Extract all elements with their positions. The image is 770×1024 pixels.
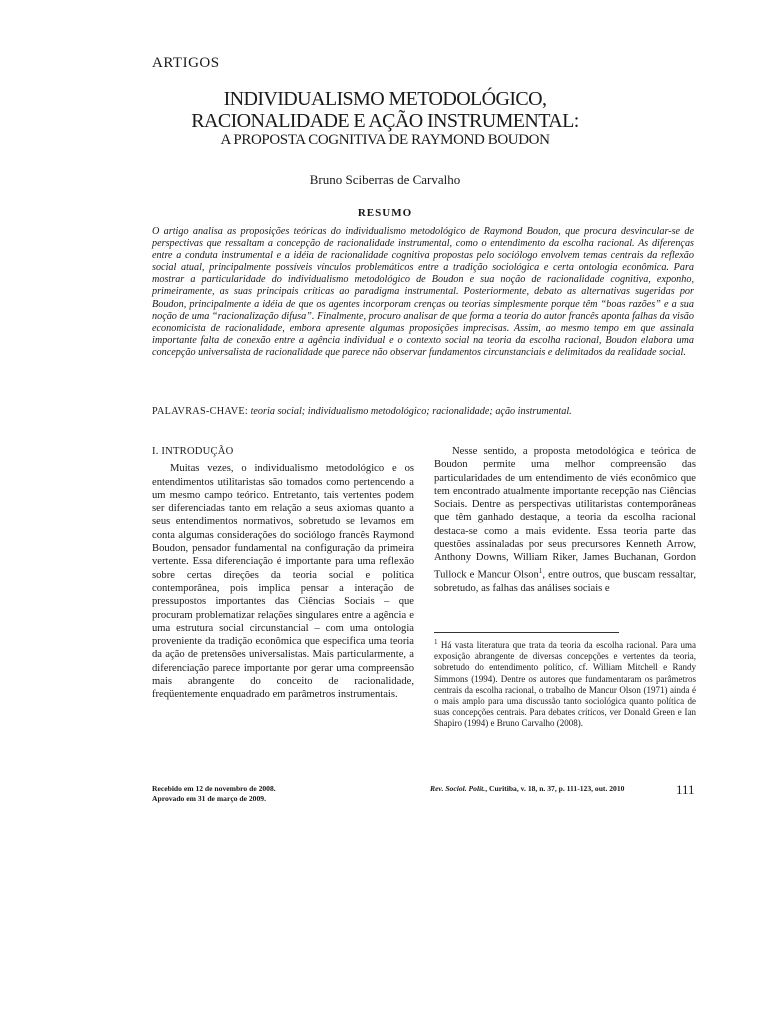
section-label: ARTIGOS: [152, 55, 220, 71]
section-heading-introduction: I. INTRODUÇÃO: [152, 446, 234, 457]
keywords-label: PALAVRAS-CHAVE:: [152, 406, 249, 417]
footnote: [434, 637, 696, 730]
footnote-reference[interactable]: 1: [538, 566, 543, 575]
author-name: Bruno Sciberras de Carvalho: [309, 172, 461, 187]
received-date: Recebido em 12 de novembro de 2008.: [152, 784, 276, 793]
citation-details: , Curitiba, v. 18, n. 37, p. 111-123, out. 2010: [485, 784, 625, 793]
abstract-heading: RESUMO: [357, 207, 413, 219]
footnote-divider: [434, 632, 619, 633]
abstract-text: O artigo analisa as proposições teóricas do individualismo metodológico de Raymond Boudon, que procura desvincular-se de perspectivas que ressaltam a concepção de racionalidade instrumental, como o entendimento da escolha racional. As diferenças entre a conduta instrumental e a idéia de racionalidade cognitiva propostas pelo sociólogo envolvem temas centrais da reflexão social atual, principalmente possíveis vínculos problemáticos entre a tradição sociológica e certa ontologia econômica. Para mostrar a particularidade do individualismo metodológico de Boudon e sua noção de racionalidade cognitiva, exponho, primeiramente, as suas principais críticas ao paradigma instrumental. Posteriormente, debato as alternativas sugeridas por Boudon, principalmente a idéia de que os agentes incorporam crenças ou teorias simplesmente porque têm “boas razões” e a sua noção de uma “racionalização difusa”. Finalmente, procuro analisar de que forma a teoria do autor francês aponta falhas da visão economicista de racionalidade, embora apresente algumas proposições imprecisas. Assim, ao mesmo tempo em que assinala importante falta de conexão entre a agência individual e o contexto social na teoria da escolha racional, Boudon elabora uma concepção universalista de racionalidade que parece não observar fundamentos circunstanciais e delimitados da realidade social.: [152, 226, 694, 358]
article-subtitle: A PROPOSTA COGNITIVA DE RAYMOND BOUDON: [220, 132, 550, 148]
submission-dates: [152, 784, 276, 803]
body-paragraph: [434, 445, 696, 595]
approved-date: Aprovado em 31 de março de 2009.: [152, 793, 266, 803]
body-column-left: [152, 445, 414, 702]
article-title-line-1: INDIVIDUALISMO METODOLÓGICO,: [223, 88, 547, 110]
footnote-text: Há vasta literatura que trata da teoria da escolha racional. Para uma exposição abrangente de diversas concepções e vertentes da teoria, sobretudo do entendimento político, cf. William Mitchell e Randy Simmons (1994). Dentre os autores que fundamentaram os parâmetros centrais da escolha racional, o trabalho de Mancur Olson (1971) ainda é o mais amplo para uma discussão tanto sociológica quanto política de suas concepções centrais. Para debates críticos, ver Donald Green e Ian Shapiro (1994) e Bruno Carvalho (2008).: [434, 640, 696, 729]
paragraph-text-before-note: Nesse sentido, a proposta metodológica e teórica de Boudon permite uma melhor compreensão das particularidades de um entendimento de viés econômico que tem encontrado atualmente importante recepção nas Ciências Sociais. Dentre as perspectivas utilitaristas contemporâneas que têm ganhado destaque, a teoria da escolha racional destaca-se como a mais evidente. Essa teoria parte das questões assinaladas por seus precursores Kenneth Arrow, Anthony Downs, William Riker, James Buchanan, Gordon Tullock e Mancur Olson: [434, 446, 696, 581]
journal-name: Rev. Sociol. Polít.: [430, 784, 486, 793]
keywords: [152, 406, 694, 418]
body-paragraph: Muitas vezes, o individualismo metodológico e os entendimentos utilitaristas são tomados como pertencendo a um mesmo campo teórico. Entretanto, tais vertentes podem ser diferenciadas tanto em relação a seus axiomas quanto a seus entendimentos normativos, sobretudo se levamos em conta algumas considerações do sociólogo francês Raymond Boudon, pensador fundamental na configuração da primeira vertente. Essa diferenciação é importante para uma reflexão sobre certas direções da teoria social e política contemporânea, pois implica pensar a interação de pressupostos importantes das Ciências Sociais – que procuram problematizar relações singulares entre a agência e uma estrutura social circunstancial – com uma ontologia proveniente da tradição econômica que especifica uma teoria da ação de pretensões universalistas. Mais particularmente, a diferenciação parece importante por gerar uma compreensão mais abrangente do conceito de racionalidade, freqüentemente enquadrado em parâmetros instrumentais.: [152, 463, 414, 701]
journal-citation: [430, 784, 624, 793]
keywords-terms: teoria social; individualismo metodológico; racionalidade; ação instrumental.: [250, 406, 572, 417]
article-title-line-2: RACIONALIDADE E AÇÃO INSTRUMENTAL:: [191, 110, 579, 132]
body-column-right: [434, 445, 696, 595]
footnote-number: 1: [434, 638, 438, 646]
page-number: 111: [676, 782, 695, 797]
paragraph-text-after-note: , entre outros, que buscam ressaltar, sobretudo, as falhas das análises sociais e: [434, 569, 697, 594]
